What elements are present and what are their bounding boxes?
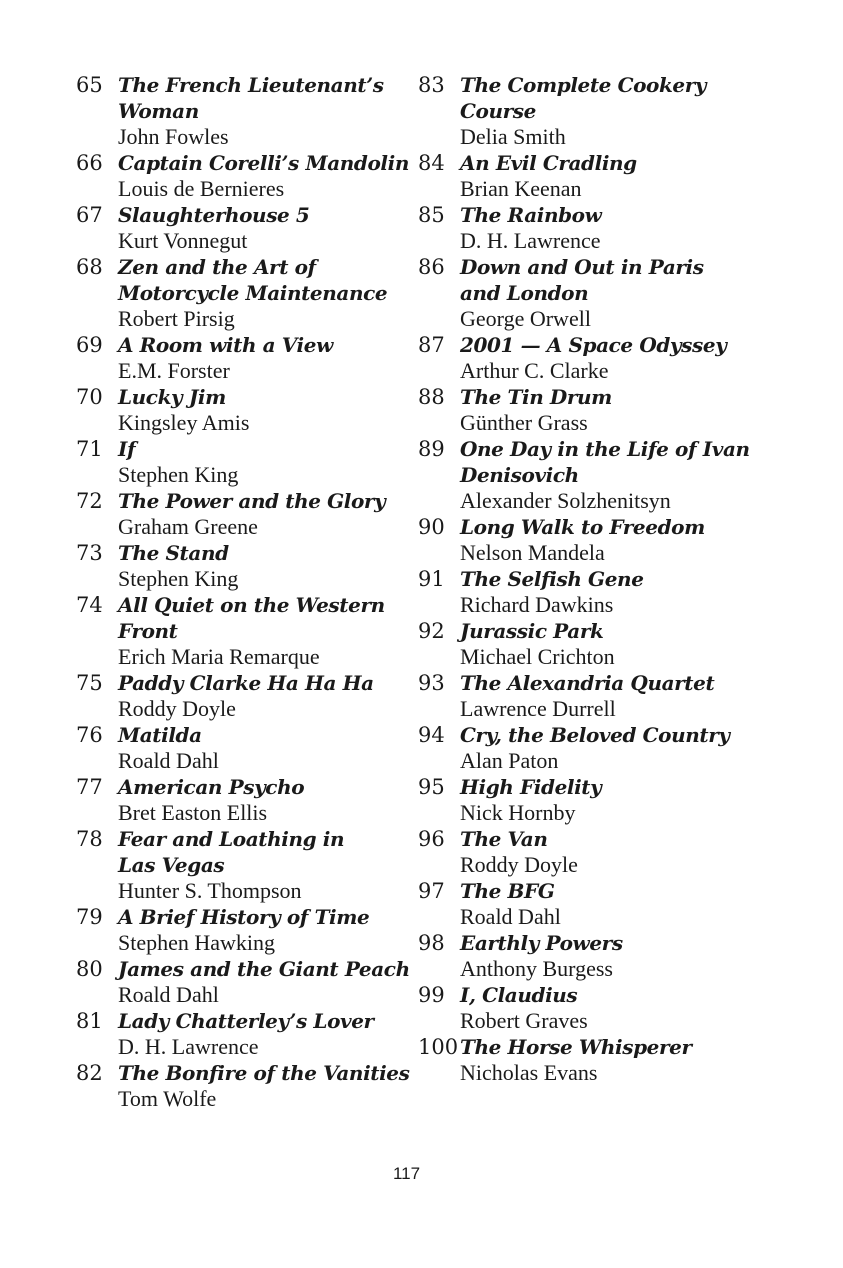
book-author: Louis de Bernieres bbox=[118, 176, 285, 201]
book-list-entry bbox=[418, 670, 748, 722]
book-list-entry bbox=[76, 150, 409, 202]
book-rank-number: 88 bbox=[418, 385, 445, 409]
book-entry-text bbox=[460, 150, 748, 202]
book-rank-number: 70 bbox=[76, 385, 103, 409]
book-entry-text bbox=[118, 904, 406, 956]
book-author: Brian Keenan bbox=[460, 176, 582, 201]
book-rank-number: 85 bbox=[418, 203, 445, 227]
book-author: Nicholas Evans bbox=[460, 1060, 598, 1085]
book-rank-number: 90 bbox=[418, 515, 445, 539]
book-author: John Fowles bbox=[118, 124, 229, 149]
book-list-entry bbox=[76, 1008, 406, 1060]
book-title-line: The Selfish Gene bbox=[460, 567, 644, 591]
book-entry-text bbox=[118, 670, 406, 722]
book-rank-number: 94 bbox=[418, 723, 445, 747]
book-entry-text bbox=[118, 956, 410, 1008]
book-author: Hunter S. Thompson bbox=[118, 878, 302, 903]
book-entry-text bbox=[118, 150, 409, 202]
book-entry-text bbox=[118, 540, 406, 592]
book-list-entry bbox=[76, 384, 406, 436]
book-title-line: The Bonfire of the Vanities bbox=[118, 1061, 410, 1085]
book-entry-text bbox=[118, 72, 406, 150]
book-title-line: The Power and the Glory bbox=[118, 489, 386, 513]
book-list-entry bbox=[76, 592, 406, 670]
book-author: Stephen King bbox=[118, 462, 239, 487]
book-rank-number: 82 bbox=[76, 1061, 103, 1085]
book-entry-text bbox=[118, 436, 406, 488]
book-list-entry bbox=[418, 618, 748, 670]
book-title-line: Denisovich bbox=[460, 463, 579, 487]
book-entry-text bbox=[118, 774, 406, 826]
book-author: Graham Greene bbox=[118, 514, 258, 539]
book-title-line: Lucky Jim bbox=[118, 385, 226, 409]
book-title-line: Matilda bbox=[118, 723, 202, 747]
book-list-entry bbox=[418, 1034, 748, 1086]
book-list-entry bbox=[418, 384, 748, 436]
book-entry-text bbox=[118, 488, 406, 540]
book-list-entry bbox=[418, 566, 748, 618]
book-entry-text bbox=[460, 774, 748, 826]
book-author: Michael Crichton bbox=[460, 644, 615, 669]
book-entry-text bbox=[118, 592, 406, 670]
book-rank-number: 80 bbox=[76, 957, 103, 981]
book-rank-number: 96 bbox=[418, 827, 445, 851]
book-list-entry bbox=[418, 878, 748, 930]
book-author: D. H. Lawrence bbox=[460, 228, 601, 253]
book-author: Robert Pirsig bbox=[118, 306, 235, 331]
book-list-entry bbox=[76, 254, 406, 332]
book-author: Delia Smith bbox=[460, 124, 566, 149]
book-title-line: The Rainbow bbox=[460, 203, 602, 227]
book-list-entry bbox=[418, 150, 748, 202]
book-author: Kingsley Amis bbox=[118, 410, 250, 435]
book-author: Roddy Doyle bbox=[118, 696, 236, 721]
book-list-entry bbox=[76, 722, 406, 774]
book-title-line: A Brief History of Time bbox=[118, 905, 370, 929]
book-author: Lawrence Durrell bbox=[460, 696, 616, 721]
book-entry-text bbox=[118, 722, 406, 774]
book-title-line: The Van bbox=[460, 827, 548, 851]
book-list-entry bbox=[418, 774, 748, 826]
book-title-line: Captain Corelli’s Mandolin bbox=[118, 151, 409, 175]
book-list-entry bbox=[418, 436, 748, 514]
page-number: 117 bbox=[392, 1164, 421, 1183]
book-title-line: Front bbox=[118, 619, 178, 643]
book-entry-text bbox=[460, 254, 748, 332]
book-entry-text bbox=[118, 332, 406, 384]
book-entry-text bbox=[460, 202, 748, 254]
book-title-line: Fear and Loathing in bbox=[118, 827, 345, 851]
book-author: Roddy Doyle bbox=[460, 852, 578, 877]
book-entry-text bbox=[118, 1060, 410, 1112]
book-author: Richard Dawkins bbox=[460, 592, 614, 617]
book-title-line: Zen and the Art of bbox=[118, 255, 316, 279]
book-title-line: Motorcycle Maintenance bbox=[118, 281, 388, 305]
book-rank-number: 89 bbox=[418, 437, 445, 461]
book-list-right-column bbox=[418, 72, 748, 1086]
book-title-line: A Room with a View bbox=[118, 333, 333, 357]
book-title-line: The Horse Whisperer bbox=[460, 1035, 692, 1059]
book-title-line: James and the Giant Peach bbox=[118, 957, 410, 981]
book-rank-number: 98 bbox=[418, 931, 445, 955]
book-title-line: and London bbox=[460, 281, 589, 305]
book-entry-text bbox=[460, 722, 748, 774]
book-title-line: The BFG bbox=[460, 879, 555, 903]
book-author: Alexander Solzhenitsyn bbox=[460, 488, 671, 513]
book-rank-number: 78 bbox=[76, 827, 103, 851]
book-entry-text bbox=[460, 670, 748, 722]
book-entry-text bbox=[460, 384, 748, 436]
book-author: Stephen King bbox=[118, 566, 239, 591]
book-list-entry bbox=[418, 202, 748, 254]
book-title-line: 2001 — A Space Odyssey bbox=[460, 333, 727, 357]
book-rank-number: 72 bbox=[76, 489, 103, 513]
book-rank-number: 76 bbox=[76, 723, 103, 747]
book-title-line: One Day in the Life of Ivan bbox=[460, 437, 750, 461]
book-rank-number: 67 bbox=[76, 203, 103, 227]
book-rank-number: 84 bbox=[418, 151, 445, 175]
book-author: Anthony Burgess bbox=[460, 956, 613, 981]
book-entry-text bbox=[118, 1008, 406, 1060]
book-entry-text bbox=[118, 384, 406, 436]
book-entry-text bbox=[460, 566, 748, 618]
book-rank-number: 71 bbox=[76, 437, 103, 461]
book-rank-number: 100 bbox=[418, 1035, 459, 1059]
book-rank-number: 81 bbox=[76, 1009, 103, 1033]
book-rank-number: 69 bbox=[76, 333, 103, 357]
book-title-line: Paddy Clarke Ha Ha Ha bbox=[118, 671, 374, 695]
book-author: Robert Graves bbox=[460, 1008, 588, 1033]
book-list-entry bbox=[418, 332, 748, 384]
book-author: Stephen Hawking bbox=[118, 930, 276, 955]
book-author: Roald Dahl bbox=[118, 748, 219, 773]
book-author: Roald Dahl bbox=[460, 904, 561, 929]
book-list-entry bbox=[76, 774, 406, 826]
book-list-entry bbox=[76, 1060, 410, 1112]
book-entry-text bbox=[460, 930, 748, 982]
book-list-entry bbox=[76, 670, 406, 722]
book-rank-number: 87 bbox=[418, 333, 445, 357]
book-author: E.M. Forster bbox=[118, 358, 230, 383]
book-author: D. H. Lawrence bbox=[118, 1034, 259, 1059]
book-rank-number: 68 bbox=[76, 255, 103, 279]
book-title-line: The Tin Drum bbox=[460, 385, 612, 409]
book-list-entry bbox=[76, 540, 406, 592]
book-rank-number: 92 bbox=[418, 619, 445, 643]
book-title-line: High Fidelity bbox=[460, 775, 602, 799]
book-title-line: If bbox=[118, 437, 136, 461]
book-list-entry bbox=[76, 202, 406, 254]
book-title-line: Jurassic Park bbox=[460, 619, 604, 643]
book-rank-number: 93 bbox=[418, 671, 445, 695]
book-list-entry bbox=[76, 956, 410, 1008]
book-list-left-column bbox=[76, 72, 410, 1112]
book-list-entry bbox=[76, 488, 406, 540]
book-entry-text bbox=[460, 72, 748, 150]
book-title-line: Slaughterhouse 5 bbox=[118, 203, 310, 227]
book-title-line: All Quiet on the Western bbox=[118, 593, 385, 617]
book-list-entry bbox=[418, 254, 748, 332]
book-entry-text bbox=[460, 826, 748, 878]
book-title-line: I, Claudius bbox=[460, 983, 578, 1007]
book-entry-text bbox=[118, 202, 406, 254]
book-entry-text bbox=[460, 618, 748, 670]
book-list-entry bbox=[76, 332, 406, 384]
book-title-line: The Stand bbox=[118, 541, 229, 565]
book-author: Nick Hornby bbox=[460, 800, 576, 825]
book-title-line: Earthly Powers bbox=[460, 931, 623, 955]
book-rank-number: 86 bbox=[418, 255, 445, 279]
book-rank-number: 83 bbox=[418, 73, 445, 97]
book-rank-number: 65 bbox=[76, 73, 103, 97]
book-author: Günther Grass bbox=[460, 410, 588, 435]
book-rank-number: 97 bbox=[418, 879, 445, 903]
book-list-entry bbox=[76, 72, 406, 150]
book-entry-text bbox=[460, 1034, 748, 1086]
book-title-line: Cry, the Beloved Country bbox=[460, 723, 730, 747]
book-title-line: The French Lieutenant’s bbox=[118, 73, 384, 97]
book-title-line: Lady Chatterley’s Lover bbox=[118, 1009, 374, 1033]
book-author: George Orwell bbox=[460, 306, 591, 331]
book-title-line: Long Walk to Freedom bbox=[460, 515, 705, 539]
book-rank-number: 73 bbox=[76, 541, 103, 565]
book-entry-text bbox=[460, 982, 748, 1034]
book-list-entry bbox=[418, 722, 748, 774]
book-author: Kurt Vonnegut bbox=[118, 228, 248, 253]
book-entry-text bbox=[460, 878, 748, 930]
book-title-line: Course bbox=[460, 99, 536, 123]
book-title-line: American Psycho bbox=[118, 775, 305, 799]
book-list-entry bbox=[76, 436, 406, 488]
book-rank-number: 91 bbox=[418, 567, 445, 591]
book-rank-number: 99 bbox=[418, 983, 445, 1007]
book-rank-number: 77 bbox=[76, 775, 103, 799]
book-list-entry bbox=[418, 514, 748, 566]
book-rank-number: 79 bbox=[76, 905, 103, 929]
book-author: Nelson Mandela bbox=[460, 540, 605, 565]
book-list-entry bbox=[418, 72, 748, 150]
book-list-entry bbox=[76, 826, 406, 904]
book-title-line: Woman bbox=[118, 99, 199, 123]
book-entry-text bbox=[460, 436, 748, 514]
book-title-line: Las Vegas bbox=[118, 853, 225, 877]
book-author: Erich Maria Remarque bbox=[118, 644, 320, 669]
book-list-entry bbox=[418, 930, 748, 982]
book-rank-number: 74 bbox=[76, 593, 103, 617]
book-entry-text bbox=[460, 332, 748, 384]
book-title-line: An Evil Cradling bbox=[460, 151, 637, 175]
book-rank-number: 66 bbox=[76, 151, 103, 175]
book-entry-text bbox=[118, 826, 406, 904]
book-title-line: Down and Out in Paris bbox=[460, 255, 704, 279]
book-entry-text bbox=[460, 514, 748, 566]
book-author: Arthur C. Clarke bbox=[460, 358, 609, 383]
book-list-entry bbox=[76, 904, 406, 956]
book-title-line: The Complete Cookery bbox=[460, 73, 707, 97]
book-title-line: The Alexandria Quartet bbox=[460, 671, 715, 695]
book-author: Tom Wolfe bbox=[118, 1086, 217, 1111]
book-author: Roald Dahl bbox=[118, 982, 219, 1007]
book-rank-number: 95 bbox=[418, 775, 445, 799]
book-author: Bret Easton Ellis bbox=[118, 800, 268, 825]
book-entry-text bbox=[118, 254, 406, 332]
book-list-entry bbox=[418, 826, 748, 878]
book-list-entry bbox=[418, 982, 748, 1034]
book-rank-number: 75 bbox=[76, 671, 103, 695]
book-author: Alan Paton bbox=[460, 748, 559, 773]
